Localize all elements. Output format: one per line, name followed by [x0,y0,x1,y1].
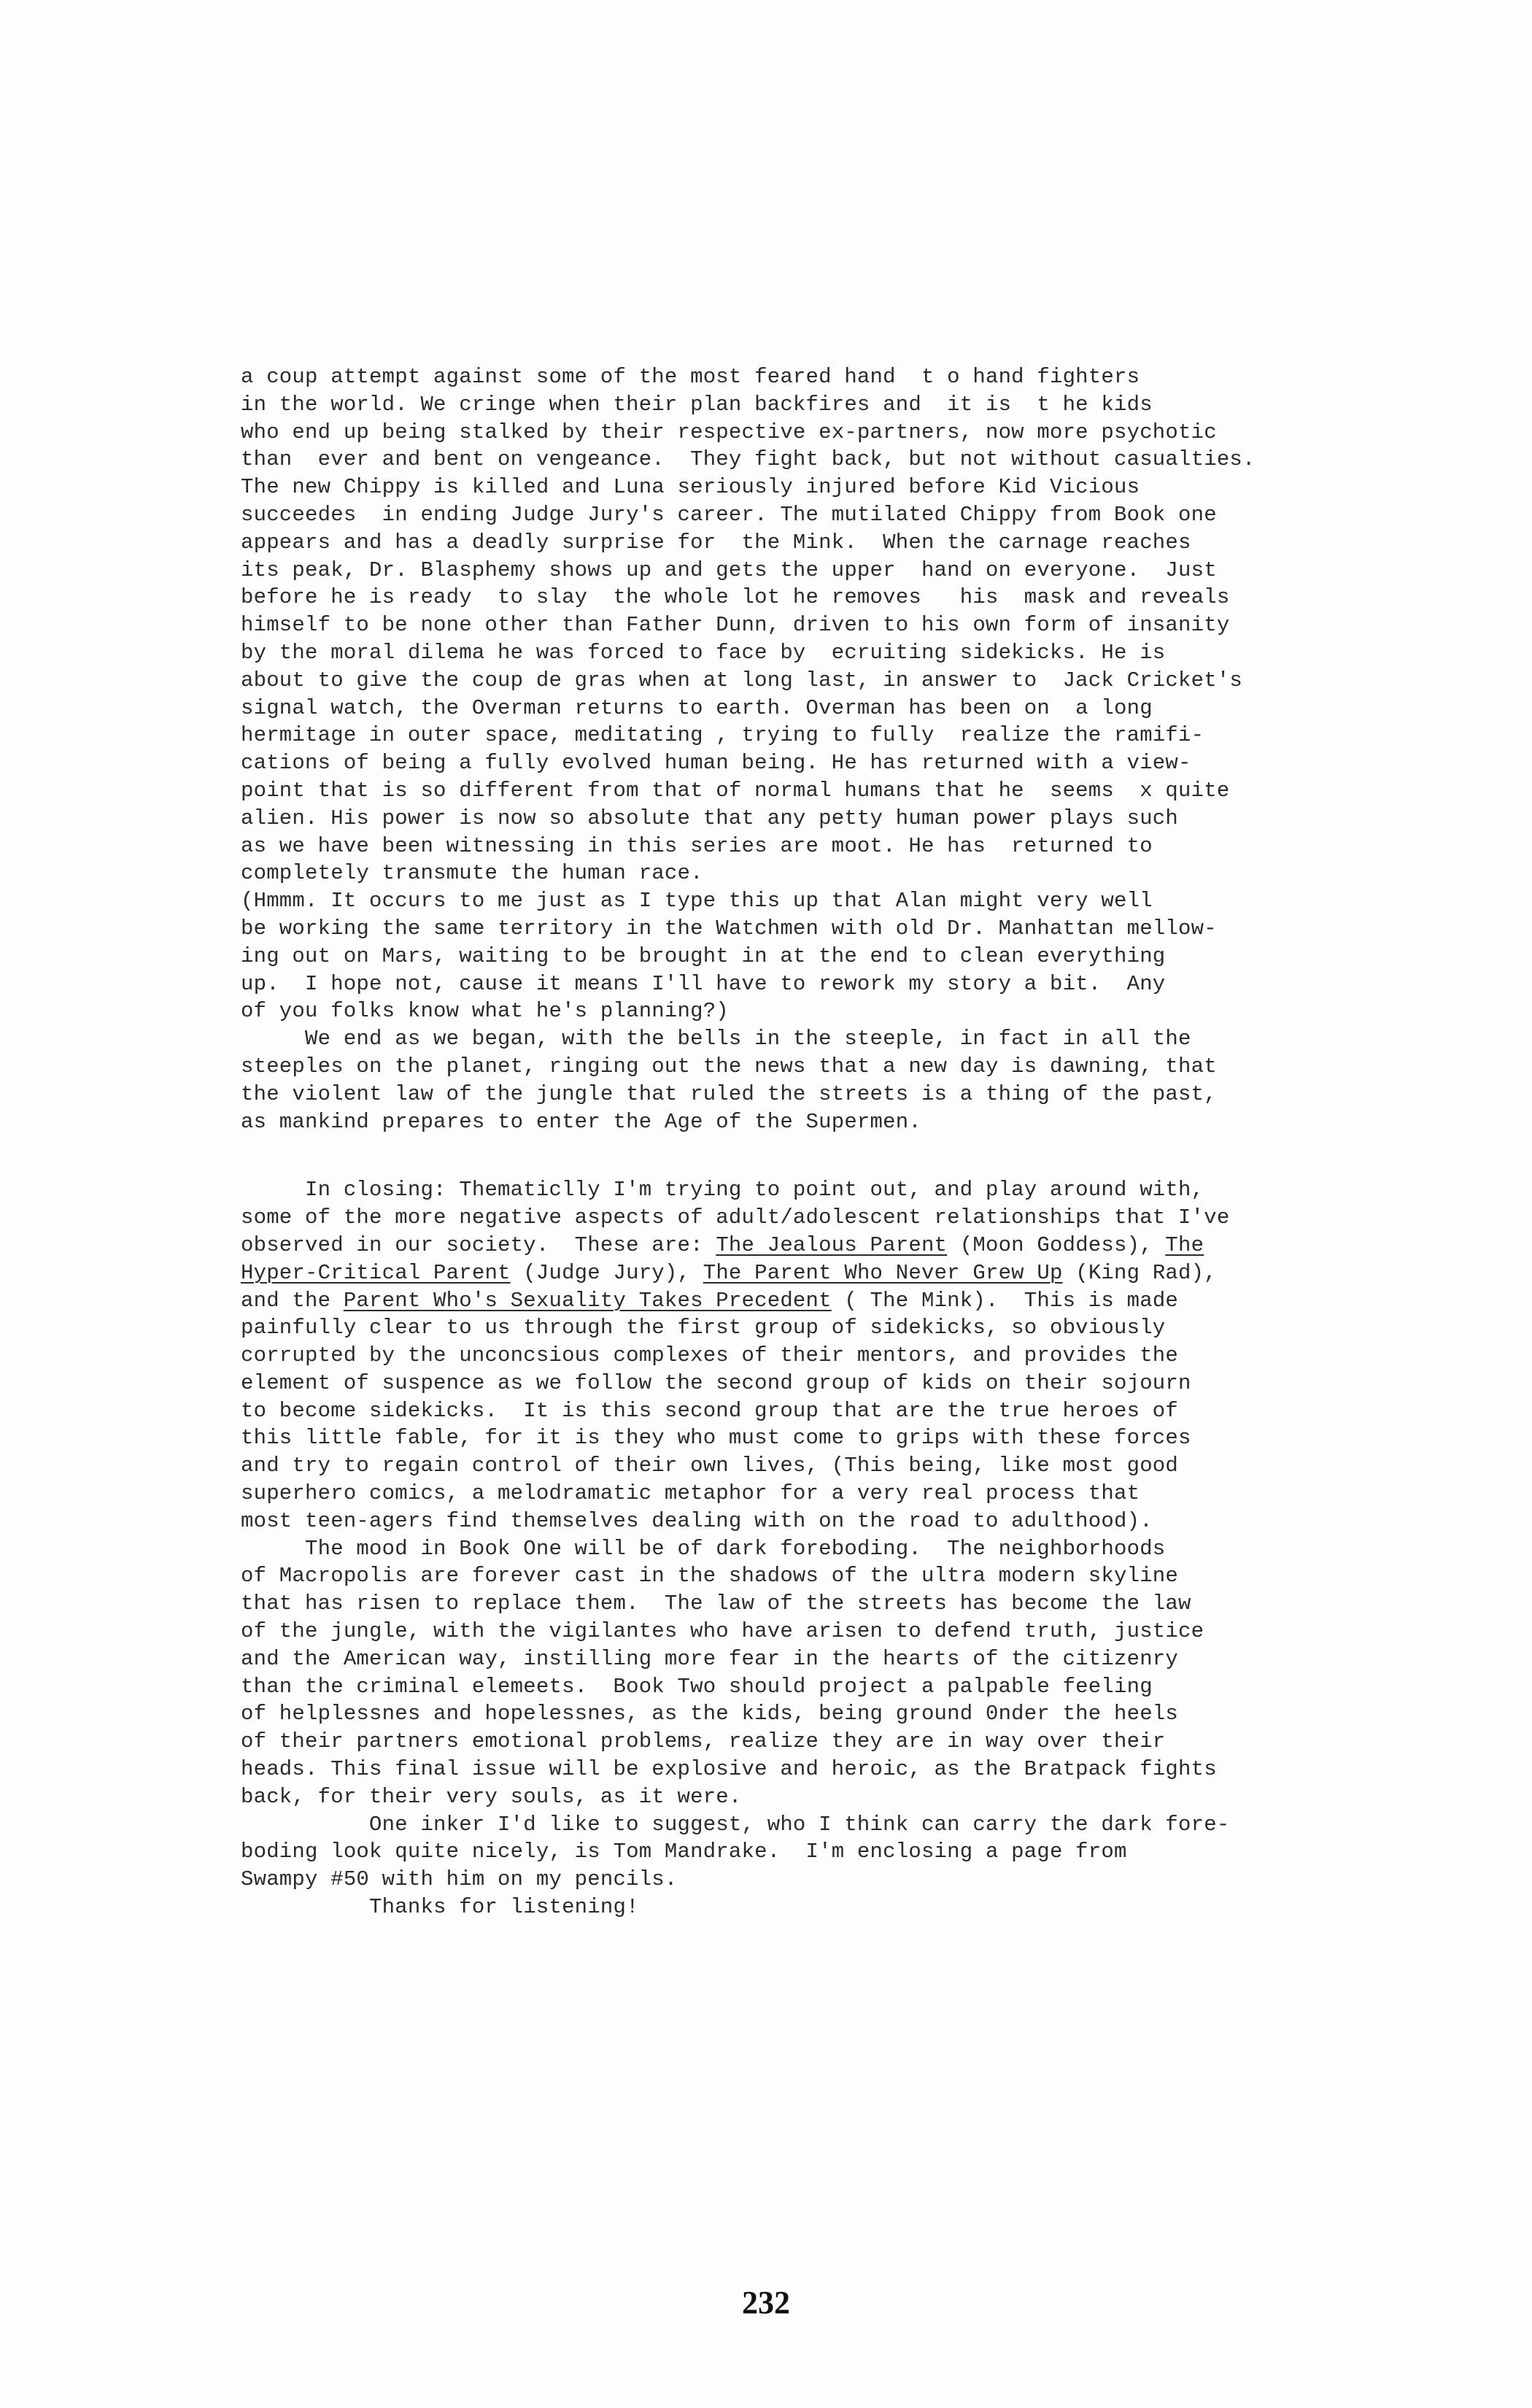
text-line: In closing: Thematiclly I'm trying to point out, and play around with, [241,1178,1204,1203]
text-line: appears and has a deadly surprise for the Mink. When the carnage reaches [241,530,1191,555]
text-line [241,1287,1335,1315]
text-line: as mankind prepares to enter the Age of the Supermen. [241,1109,921,1134]
underlined-term: The Jealous Parent [716,1232,948,1257]
text-span: (Moon Goddess), [947,1232,1166,1257]
text-line: be working the same territory in the Watchmen with old Dr. Manhattan mellow- [241,916,1217,941]
text-line: of their partners emotional problems, realize they are in way over their [241,1729,1166,1754]
text-span: (King Rad), [1062,1260,1217,1285]
text-line: Swampy #50 with him on my pencils. [241,1867,678,1892]
text-line: some of the more negative aspects of adult/adolescent relationships that I've [241,1205,1230,1230]
text-line: of Macropolis are forever cast in the shadows of the ultra modern skyline [241,1564,1179,1589]
text-line: a coup attempt against some of the most feared hand t o hand fighters [241,365,1140,389]
underlined-term: The [1165,1232,1204,1257]
text-line: up. I hope not, cause it means I'll have to rework my story a bit. Any [241,971,1166,996]
text-line: element of suspence as we follow the second group of kids on their sojourn [241,1370,1191,1395]
underlined-term: The Parent Who Never Grew Up [703,1260,1063,1285]
text-line: The mood in Book One will be of dark foreboding. The neighborhoods [241,1536,1166,1561]
text-line: We end as we began, with the bells in the steeple, in fact in all the [241,1027,1191,1051]
text-line: succeedes in ending Judge Jury's career. The mutilated Chippy from Book one [241,502,1217,527]
text-line: One inker I'd like to suggest, who I think can carry the dark fore- [241,1812,1230,1837]
text-span: and the [241,1288,344,1313]
text-line: this little fable, for it is they who must come to grips with these forces [241,1426,1191,1451]
text-line: ing out on Mars, waiting to be brought in at the end to clean everything [241,943,1166,968]
text-line: Thanks for listening! [241,1895,639,1920]
text-line: its peak, Dr. Blasphemy shows up and gets the upper hand on everyone. Just [241,557,1217,582]
underlined-term: Parent Who's Sexuality Takes Precedent [343,1288,832,1313]
text-line: hermitage in outer space, meditating , trying to fully realize the ramifi- [241,723,1204,748]
text-line: alien. His power is now so absolute that any petty human power plays such [241,806,1179,830]
text-line: than ever and bent on vengeance. They fight back, but not without casualties. [241,447,1256,472]
text-line [241,1259,1335,1287]
typewritten-text [241,363,1335,1921]
paragraph-gap [241,1135,1335,1176]
text-line: painfully clear to us through the first group of sidekicks, so obviously [241,1316,1166,1340]
text-span: ( The Mink). This is made [831,1288,1179,1313]
underlined-term: Hyper-Critical Parent [241,1260,511,1285]
text-line: than the criminal elemeets. Book Two should project a palpable feeling [241,1674,1153,1699]
text-line: cations of being a fully evolved human being. He has returned with a view- [241,751,1191,776]
text-line: that has risen to replace them. The law of the streets has become the law [241,1591,1191,1616]
text-line: about to give the coup de gras when at long last, in answer to Jack Cricket's [241,668,1243,692]
text-line: point that is so different from that of normal humans that he seems x quite [241,778,1230,803]
text-line: by the moral dilema he was forced to face by ecruiting sidekicks. He is [241,640,1166,665]
text-line: steeples on the planet, ringing out the news that a new day is dawning, that [241,1054,1217,1078]
text-line: who end up being stalked by their respective ex-partners, now more psychotic [241,420,1217,444]
text-line: to become sidekicks. It is this second group that are the true heroes of [241,1398,1179,1423]
text-span: observed in our society. These are: [241,1232,716,1257]
text-line [241,1232,1335,1259]
text-line: before he is ready to slay the whole lot he removes his mask and reveals [241,585,1230,610]
text-line: superhero comics, a melodramatic metaphor for a very real process that [241,1481,1140,1506]
text-line: back, for their very souls, as it were. [241,1784,742,1809]
text-line: of helplessnes and hopelessnes, as the kids, being ground 0nder the heels [241,1702,1179,1726]
text-line: of the jungle, with the vigilantes who have arisen to defend truth, justice [241,1619,1204,1644]
text-line: and the American way, instilling more fear in the hearts of the citizenry [241,1646,1179,1671]
text-line: heads. This final issue will be explosive and heroic, as the Bratpack fights [241,1757,1217,1782]
text-line: signal watch, the Overman returns to earth. Overman has been on a long [241,695,1153,720]
page-number: 232 [742,2285,790,2320]
text-line: The new Chippy is killed and Luna seriously injured before Kid Vicious [241,475,1140,500]
text-line: boding look quite nicely, is Tom Mandrake. I'm enclosing a page from [241,1840,1127,1864]
text-line: as we have been witnessing in this series are moot. He has returned to [241,833,1153,858]
text-line: and try to regain control of their own lives, (This being, like most good [241,1454,1179,1478]
text-line: completely transmute the human race. [241,861,703,886]
text-line: (Hmmm. It occurs to me just as I type this up that Alan might very well [241,889,1153,914]
text-line: corrupted by the unconcsious complexes of their mentors, and provides the [241,1343,1179,1368]
text-line: himself to be none other than Father Dunn, driven to his own form of insanity [241,613,1230,638]
text-span: (Judge Jury), [510,1260,703,1285]
text-line: the violent law of the jungle that ruled the streets is a thing of the past, [241,1081,1217,1106]
text-line: of you folks know what he's planning?) [241,999,729,1024]
text-line: most teen-agers find themselves dealing with on the road to adulthood). [241,1508,1153,1533]
text-line: in the world. We cringe when their plan backfires and it is t he kids [241,392,1153,417]
